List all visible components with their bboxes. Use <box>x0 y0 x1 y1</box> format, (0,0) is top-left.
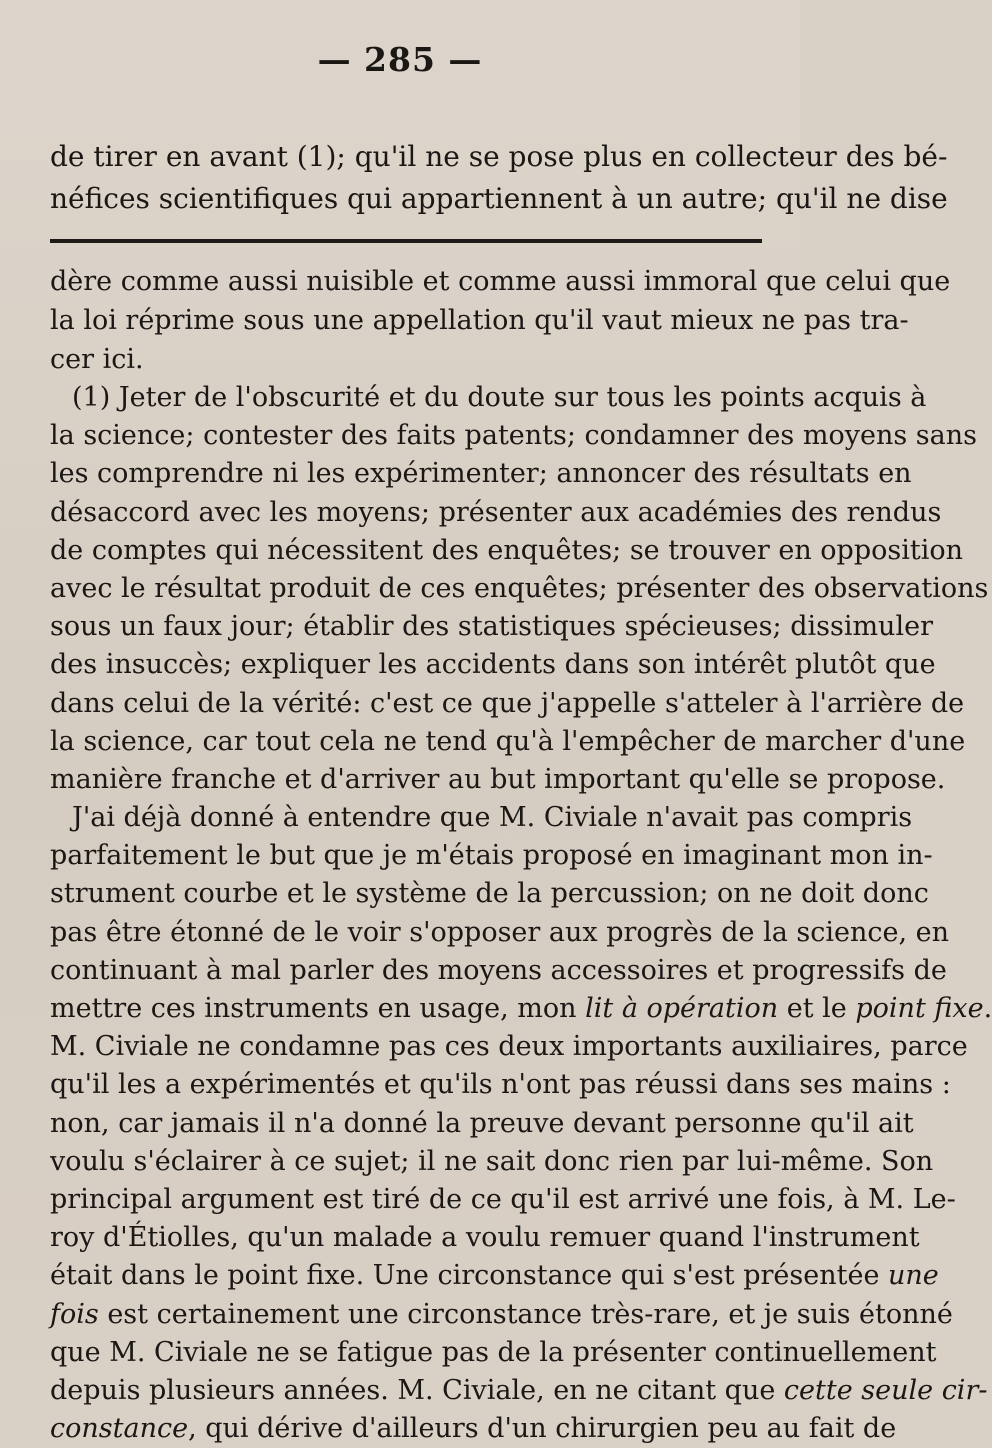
footnote-line: dans celui de la vérité: c'est ce que j'appelle s'atteler à l'arrière de <box>50 687 965 719</box>
footnote-line: M. Civiale ne condamne pas ces deux importants auxiliaires, parce <box>50 1031 968 1063</box>
footnote-separator-rule <box>50 239 762 243</box>
footnote-line <box>50 1257 939 1295</box>
footnote-line: roy d'Étiolles, qu'un malade a voulu remuer quand l'instrument <box>50 1222 920 1254</box>
italic-run: point fixe <box>855 993 984 1024</box>
footnote-line <box>50 990 992 1028</box>
text-run: , qui dérive d'ailleurs d'un chirurgien peu au fait de <box>188 1413 897 1445</box>
footnote-line: que M. Civiale ne se fatigue pas de la présenter continuellement <box>50 1336 937 1368</box>
footnote-line: strument courbe et le système de la percussion; on ne doit donc <box>50 878 929 910</box>
footnote-line <box>50 1372 988 1410</box>
footnote-line: manière franche et d'arriver au but important qu'elle se propose. <box>50 763 946 795</box>
footnote-line: désaccord avec les moyens; présenter aux académies des rendus <box>50 496 942 528</box>
footnote-line: la science, car tout cela ne tend qu'à l'empêcher de marcher d'une <box>50 725 966 757</box>
text-run: depuis plusieurs années. M. Civiale, en ne citant que <box>50 1374 784 1406</box>
footnote-line: continuant à mal parler des moyens accessoires et progressifs de <box>50 954 947 986</box>
text-line: dère comme aussi nuisible et comme aussi immoral que celui que <box>50 266 951 297</box>
top-paragraph <box>50 136 948 220</box>
footnote-line: qu'il les a expérimentés et qu'ils n'ont pas réussi dans ses mains : <box>50 1069 951 1101</box>
italic-run: fois <box>50 1298 99 1330</box>
text-run: était dans le point fixe. Une circonstance qui s'est présentée <box>50 1260 889 1292</box>
text-run: . <box>983 993 992 1024</box>
footnote-line: pas être étonné de le voir s'opposer aux progrès de la science, en <box>50 916 950 948</box>
footnote-block <box>50 379 992 1448</box>
footnote-line: la science; contester des faits patents; condamner des moyens sans <box>50 420 977 452</box>
text-run: est certainement une circonstance très-rare, et je suis étonné <box>98 1298 953 1330</box>
italic-run: constance <box>50 1413 189 1445</box>
footnote-line: sous un faux jour; établir des statistiques spécieuses; dissimuler <box>50 611 933 643</box>
footnote-line: avec le résultat produit de ces enquêtes; présenter des observations <box>50 572 989 604</box>
text-line: cer ici. <box>50 344 144 375</box>
italic-run: cette seule cir- <box>783 1374 988 1406</box>
text-run: mettre ces instruments en usage, mon <box>50 993 586 1024</box>
footnote-line: des insuccès; expliquer les accidents dans son intérêt plutôt que <box>50 649 936 681</box>
text-line: la loi réprime sous une appellation qu'il vaut mieux ne pas tra- <box>50 305 909 336</box>
footnote-line: principal argument est tiré de ce qu'il est arrivé une fois, à M. Le- <box>50 1183 956 1215</box>
footnote-line <box>50 1410 897 1448</box>
footnote-line: de comptes qui nécessitent des enquêtes; se trouver en opposition <box>50 534 964 566</box>
footnote-line: non, car jamais il n'a donné la preuve devant personne qu'il ait <box>50 1107 914 1139</box>
footnote-line: (1) Jeter de l'obscurité et du doute sur tous les points acquis à <box>72 382 927 413</box>
footnote-line: J'ai déjà donné à entendre que M. Civiale n'avait pas compris <box>72 802 913 834</box>
text-line: néfices scientifiques qui appartiennent à un autre; qu'il ne dise <box>50 182 948 215</box>
footnote-line: parfaitement le but que je m'étais proposé en imaginant mon in- <box>50 840 933 872</box>
italic-run: lit à opération <box>585 993 779 1024</box>
footnote-line: voulu s'éclairer à ce sujet; il ne sait donc rien par lui-même. Son <box>50 1145 934 1177</box>
text-line: de tirer en avant (1); qu'il ne se pose plus en collecteur des bé- <box>50 140 948 173</box>
italic-run: une <box>888 1260 939 1292</box>
page-number: — 285 — <box>317 40 483 79</box>
text-run: et le <box>778 993 856 1024</box>
footnote-line: les comprendre ni les expérimenter; annoncer des résultats en <box>50 458 912 490</box>
continued-paragraph <box>50 262 951 379</box>
footnote-line <box>50 1296 953 1334</box>
